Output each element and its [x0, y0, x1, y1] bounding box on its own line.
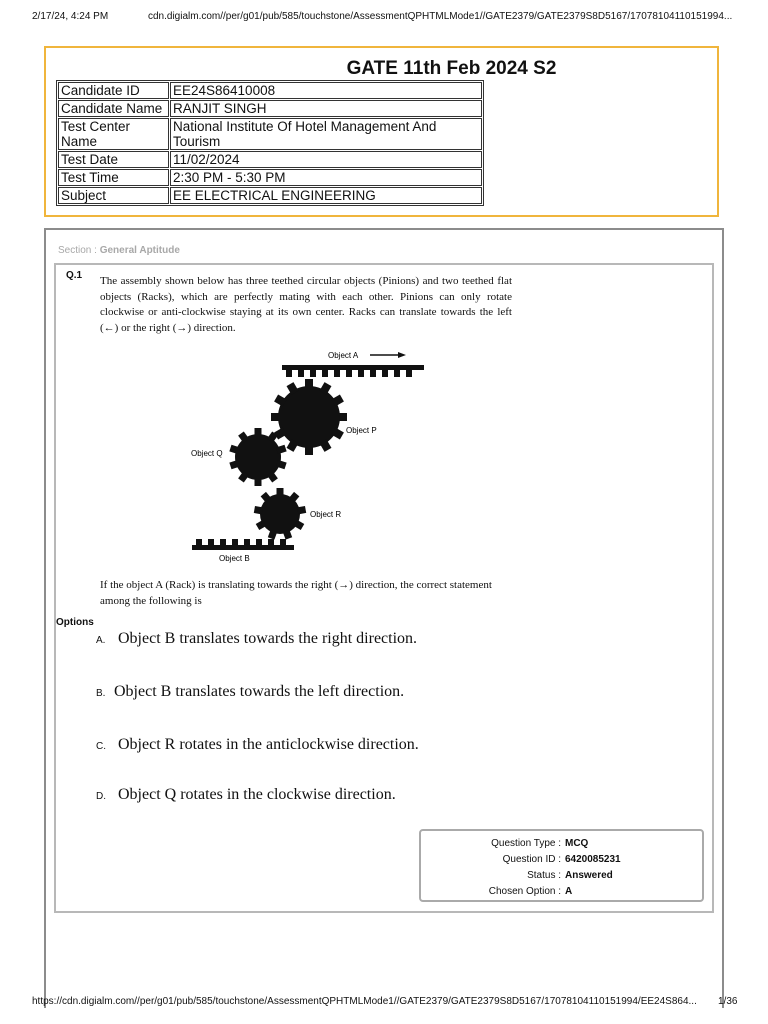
section-label [58, 245, 180, 256]
pinion-p [271, 379, 347, 455]
row-value: EE24S86410008 [170, 82, 482, 99]
pinion-r [254, 488, 306, 540]
rack-a [282, 365, 424, 377]
table-row [58, 118, 482, 150]
question-stem: If the object A (Rack) is translating towards the right (→) direction, the correct statement among the following is [100, 579, 492, 607]
label-object-a: Object A [328, 351, 359, 360]
print-footer-url: https://cdn.digialm.com//per/g01/pub/585/touchstone/AssessmentQPHTMLMode1//GATE2379/GATE2379S8D5167/17078104110151994/EE24S864... [32, 996, 697, 1007]
chosen-option-value: A [565, 886, 573, 897]
option-letter: C. [96, 741, 106, 752]
question-type-label: Question Type : [491, 838, 561, 849]
option-b[interactable] [96, 683, 404, 701]
row-value: National Institute Of Hotel Management And Tourism [170, 118, 482, 150]
option-text: Object B translates towards the left direction. [114, 683, 405, 700]
label-object-r: Object R [310, 510, 342, 519]
option-letter: B. [96, 688, 106, 699]
section-name: General Aptitude [99, 245, 180, 256]
question-id-value: 6420085231 [565, 854, 621, 865]
option-text: Object R rotates in the anticlockwise direction. [118, 736, 419, 753]
row-label: Test Time [58, 169, 169, 186]
section-prefix: Section : [58, 245, 97, 256]
chosen-option-label: Chosen Option : [488, 886, 561, 897]
row-value: 2:30 PM - 5:30 PM [170, 169, 482, 186]
question-text: The assembly shown below has three teethed circular objects (Pinions) and two teethed flat objects (Racks), which are perfectly mating with each other. Pinions can only rotate clockwise or anti-clockwise staying at its own center. Racks can translate towards the left (←) or the right (→) direction. [100, 275, 512, 334]
label-object-p: Object P [346, 426, 377, 435]
candidate-info-box [44, 46, 719, 217]
option-letter: D. [96, 791, 106, 802]
table-row [58, 151, 482, 168]
question-info-box [419, 829, 704, 902]
row-label: Subject [58, 187, 169, 204]
table-row [58, 100, 482, 117]
candidate-table [56, 80, 484, 206]
label-object-q: Object Q [191, 449, 223, 458]
option-letter: A. [96, 635, 106, 646]
table-row [58, 82, 482, 99]
row-value: EE ELECTRICAL ENGINEERING [170, 187, 482, 204]
status-value: Answered [565, 870, 613, 881]
options-label: Options [56, 617, 94, 628]
table-row [58, 187, 482, 204]
question-number: Q.1 [66, 270, 83, 281]
label-object-b: Object B [219, 554, 250, 563]
option-c[interactable] [96, 736, 419, 754]
question-type-value: MCQ [565, 838, 589, 849]
row-label: Test Date [58, 151, 169, 168]
option-a[interactable] [96, 630, 417, 648]
page-number: 1/36 [718, 996, 738, 1007]
option-text: Object Q rotates in the clockwise direction. [118, 786, 396, 803]
status-label: Status : [527, 870, 561, 881]
arrow-right-icon [370, 352, 406, 358]
option-text: Object B translates towards the right direction. [118, 630, 418, 647]
row-label: Test Center Name [58, 118, 169, 150]
option-d[interactable] [96, 786, 396, 804]
exam-title: GATE 11th Feb 2024 S2 [346, 58, 557, 79]
print-date: 2/17/24, 4:24 PM [32, 11, 109, 22]
rack-b [192, 539, 294, 550]
gear-diagram [180, 345, 440, 570]
table-row [58, 169, 482, 186]
row-value: 11/02/2024 [170, 151, 482, 168]
row-label: Candidate ID [58, 82, 169, 99]
row-value: RANJIT SINGH [170, 100, 482, 117]
question-id-label: Question ID : [502, 854, 561, 865]
print-header-url: cdn.digialm.com//per/g01/pub/585/touchstone/AssessmentQPHTMLMode1//GATE2379/GATE2379S8D5167/17078104110151994... [148, 11, 733, 22]
row-label: Candidate Name [58, 100, 169, 117]
